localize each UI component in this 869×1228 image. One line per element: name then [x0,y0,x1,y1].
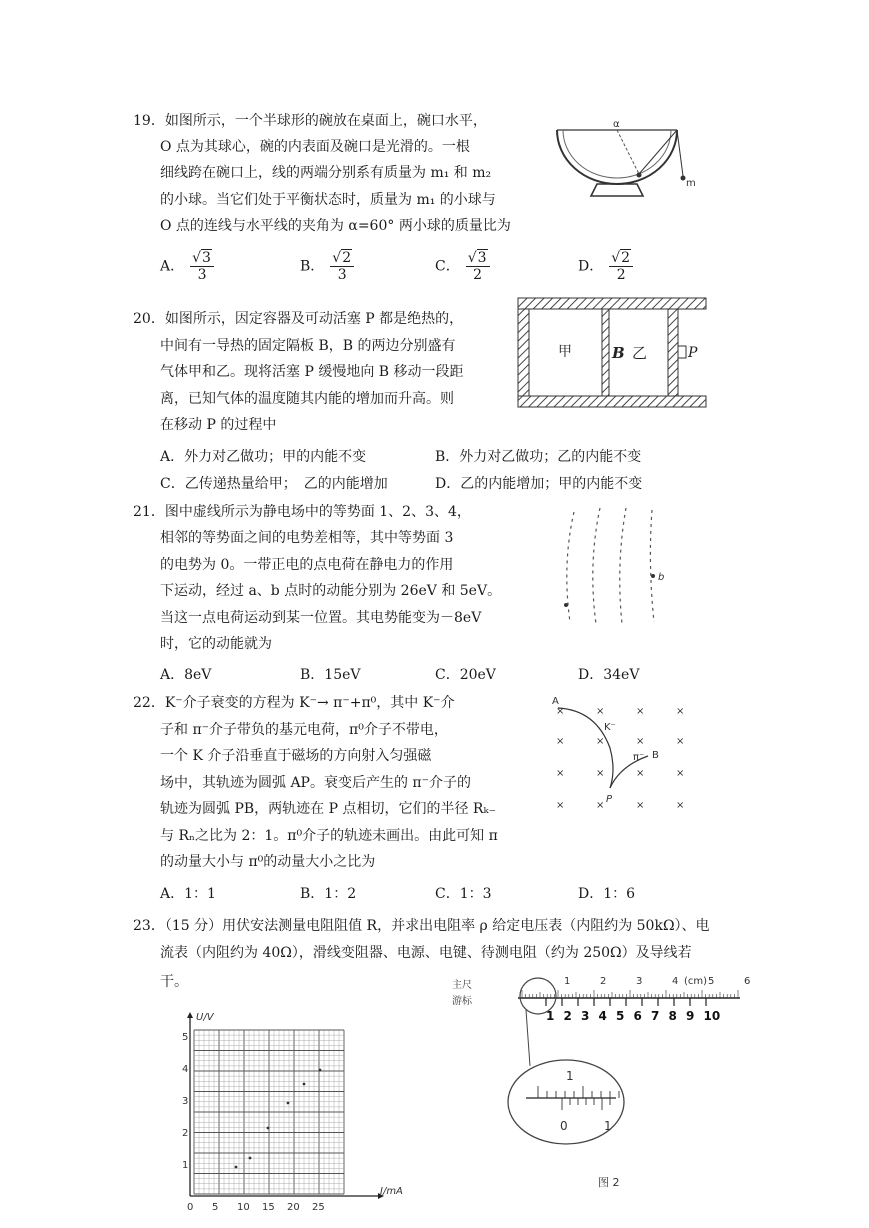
magnetic-field-figure [548,690,688,830]
q21-line-1: 21．图中虚线所示为静电场中的等势面 1、2、3、4， [133,504,471,520]
field-cross-icon: × [676,706,685,717]
field-b-label: B [652,750,659,761]
ui-graph-ylabel: U/V [196,1012,214,1023]
field-cross-icon: × [556,768,565,779]
bowl-mass-label: m [686,178,696,189]
vernier-figure [448,970,751,1190]
q22-option-d[interactable]: D．1：6 [578,886,636,902]
q19-option-a-num: 3 [202,250,211,266]
ui-graph-xlabel: I/mA [380,1186,403,1197]
q22-line-4: 场中，其轨迹为圆弧 AP。衰变后产生的 π⁻介子的 [160,775,472,791]
field-cross-icon: × [596,706,605,717]
vernier-vernier-tick: 3 [581,1009,590,1023]
q23-line-2: 流表（内阻约为 40Ω），滑线变阻器、电源、电键、待测电阻（约为 250Ω）及导线若 [160,945,692,961]
q22-option-c[interactable]: C．1：3 [435,886,492,902]
vernier-zoom-top: 1 [566,1069,574,1083]
vernier-vernier-tick: 1 [546,1009,555,1023]
field-a-label: A [552,696,559,707]
field-cross-icon: × [556,736,565,747]
q20-option-d[interactable]: D．乙的内能增加；甲的内能不变 [435,476,643,492]
q20-option-a[interactable]: A．外力对乙做功；甲的内能不变 [160,449,367,465]
ui-graph-ytick: 3 [182,1096,189,1107]
vernier-main-label: 主尺 [452,980,472,991]
vernier-zoom-bottom-0: 0 [560,1119,568,1133]
vernier-vernier-label: 游标 [452,996,472,1007]
q19-option-d-num: 2 [621,250,631,266]
container-yi-label: 乙 [632,344,648,362]
field-pi-label: π⁻ [633,752,645,763]
q23-line-3: 干。 [160,974,188,990]
q21-option-c[interactable]: C．20eV [435,667,496,683]
q21-option-d[interactable]: D．34eV [578,667,640,683]
vernier-main-tick: 6 [744,976,751,987]
q22-option-b[interactable]: B．1：2 [300,886,357,902]
ui-graph-ytick: 1 [182,1160,189,1171]
equipotential-figure [550,500,680,630]
q21-option-a[interactable]: A．8eV [160,667,212,683]
q19-option-b-num: 2 [342,250,352,266]
ui-graph-ytick: 5 [182,1032,189,1043]
q19-option-b-den: 3 [337,267,347,283]
q20-option-c[interactable]: C．乙传递热量给甲； 乙的内能增加 [160,476,388,492]
q19-option-b[interactable]: B． $\frac{√2}{3}$ [300,250,354,283]
ui-graph-figure [168,1010,428,1220]
field-p-label: P [606,794,613,805]
bowl-figure [553,118,696,202]
container-figure [518,298,708,410]
q22-line-5: 轨迹为圆弧 PB，两轨迹在 P 点相切，它们的半径 Rₖ₋ [160,801,496,817]
q19-line-1: 19．如图所示，一个半球形的碗放在桌面上，碗口水平， [133,113,487,129]
q21-line-5: 当这一点电荷运动到某一位置。其电势能变为－8eV [160,610,482,626]
vernier-main-tick: 3 [636,976,643,987]
q19-option-c-label: C． [435,258,460,275]
vernier-vernier-tick: 8 [668,1009,677,1023]
field-k-label: K⁻ [604,722,616,733]
ui-graph-xtick: 5 [212,1202,219,1213]
q19-line-4: 的小球。当它们处于平衡状态时，质量为 m₁ 的小球与 [160,192,496,208]
vernier-vernier-tick: 7 [651,1009,660,1023]
q19-option-b-label: B． [300,258,325,275]
q23-line-1: 23．（15 分）用伏安法测量电阻阻值 R，并求出电阻率 ρ 给定电压表（内阻约为 50kΩ）、电 [133,918,710,934]
ui-graph-xtick: 25 [312,1202,325,1213]
q22-line-2: 子和 π⁻介子带负的基元电荷，π⁰介子不带电， [160,722,448,738]
equipotential-b-label: b [658,572,665,583]
q19-option-c[interactable]: C． $\frac{√3}{2}$ [435,250,490,283]
ui-graph-xtick: 15 [262,1202,275,1213]
container-b-label: B [612,344,625,362]
vernier-vernier-tick: 6 [633,1009,642,1023]
q22-option-a[interactable]: A．1：1 [160,886,216,902]
q19-line-5: O 点的连线与水平线的夹角为 α=60° 两小球的质量比为 [160,218,511,234]
q22-line-1: 22．K⁻介子衰变的方程为 K⁻→ π⁻+π⁰，其中 K⁻介 [133,695,455,711]
bowl-alpha-label: α [613,119,620,130]
vernier-zoom-bottom-1: 1 [604,1119,612,1133]
field-cross-icon: × [636,736,645,747]
vernier-vernier-tick: 10 [703,1009,721,1023]
field-cross-icon: × [596,736,605,747]
q19-option-c-den: 2 [473,267,483,283]
q21-line-3: 的电势为 0。一带正电的点电荷在静电力的作用 [160,557,454,573]
field-cross-icon: × [636,768,645,779]
field-cross-icon: × [676,800,685,811]
q19-option-d[interactable]: D． $\frac{√2}{2}$ [578,250,633,283]
field-cross-icon: × [676,736,685,747]
q21-line-4: 下运动，经过 a、b 点时的动能分别为 26eV 和 5eV。 [160,583,502,599]
field-cross-icon: × [636,706,645,717]
q20-line-1: 20．如图所示，因定容器及可动活塞 P 都是绝热的， [133,311,464,327]
container-p-label: P [688,345,698,361]
q22-line-7: 的动量大小与 π⁰的动量大小之比为 [160,854,376,870]
ui-graph-ytick: 4 [182,1064,189,1075]
q19-line-3: 细线跨在碗口上，线的两端分别系有质量为 m₁ 和 m₂ [160,165,492,181]
vernier-vernier-tick: 4 [598,1009,607,1023]
field-cross-icon: × [636,800,645,811]
field-cross-icon: × [556,706,565,717]
q20-line-3: 气体甲和乙。现将活塞 P 缓慢地向 B 移动一段距 [160,364,464,380]
field-cross-icon: × [556,800,565,811]
field-cross-icon: × [596,800,605,811]
q19-line-2: O 点为其球心，碗的内表面及碗口是光滑的。一根 [160,139,470,155]
q21-option-b[interactable]: B．15eV [300,667,361,683]
q19-option-a-label: A． [160,258,185,275]
field-cross-icon: × [676,768,685,779]
vernier-main-tick: 5 [708,976,715,987]
container-jia-label: 甲 [558,344,572,360]
vernier-main-tick: 2 [600,976,607,987]
q19-option-c-num: 3 [477,250,487,266]
q19-option-d-den: 2 [616,267,626,283]
q21-line-2: 相邻的等势面之间的电势差相等，其中等势面 3 [160,530,454,546]
ui-graph-xtick: 10 [237,1202,250,1213]
q21-line-6: 时，它的动能就为 [160,636,272,652]
vernier-main-tick: 4 [672,976,679,987]
vernier-vernier-tick: 9 [686,1009,695,1023]
q19-option-a[interactable]: A． $\frac{√3}{3}$ [160,250,214,283]
vernier-unit-label: (cm) [684,976,708,987]
q19-option-a-den: 3 [197,267,207,283]
vernier-vernier-tick: 2 [563,1009,572,1023]
ui-graph-xtick: 0 [187,1202,194,1213]
q19-option-d-label: D． [578,258,604,275]
vernier-caption: 图 2 [598,1176,620,1189]
q20-line-4: 离，已知气体的温度随其内能的增加而升高。则 [160,391,454,407]
q20-option-b[interactable]: B．外力对乙做功；乙的内能不变 [435,449,642,465]
q20-line-2: 中间有一导热的固定隔板 B，B 的两边分别盛有 [160,338,456,354]
vernier-vernier-tick: 5 [616,1009,625,1023]
ui-graph-xtick: 20 [287,1202,300,1213]
vernier-main-tick: 1 [564,976,571,987]
field-cross-icon: × [596,768,605,779]
q20-line-5: 在移动 P 的过程中 [160,417,277,433]
ui-graph-ytick: 2 [182,1128,189,1139]
q22-line-3: 一个 K 介子沿垂直于磁场的方向射入匀强磁 [160,748,432,764]
q22-line-6: 与 Rₙ之比为 2：1。π⁰介子的轨迹未画出。由此可知 π [160,828,498,844]
